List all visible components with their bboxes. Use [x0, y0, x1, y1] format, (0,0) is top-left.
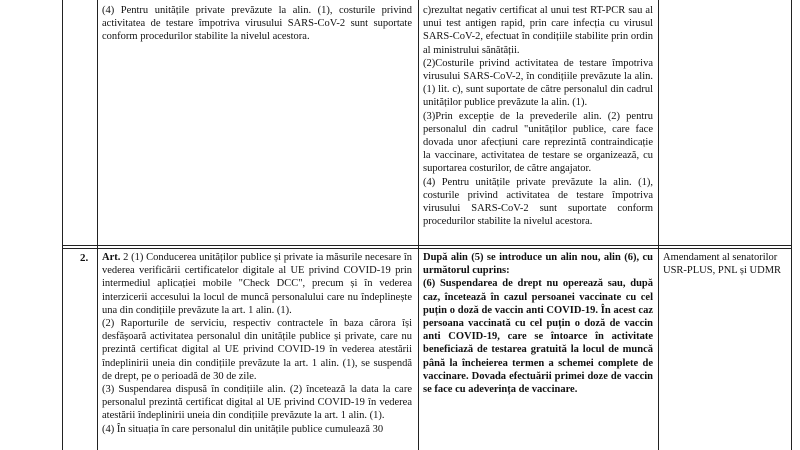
row2-amendment-body: (6) Suspendarea de drept nu operează sau, după caz, încetează în cazul persoanei vaccinate cu cel puțin o doză de vaccin anti COVID-19. În acest caz persoana vaccinată cu cel puțin o doză de vaccin anti COVID-19, care se întoarce în activitate beneficiază de testarea gratuită la locul de muncă până la încheierea termen a schemei complete de vaccinare. Dovada efectuării primei doze de vaccin se face cu adeverința de vaccinare.: [423, 278, 653, 396]
row1-proposal-para-2: (2)Costurile privind activitatea de testare împotriva virusului SARS-CoV-2, în condițiile prevăzute la alin. (1) lit. c), sunt suportate de către personalul din cadrul unităților publice prevăzute la alin. (1).: [423, 57, 653, 109]
row2-law-para-1-text: 2 (1) Conducerea unităților publice și private ia măsurile necesare în vederea verificării certificatelor digitale al UE privind COVID-19 prin intermediul aplicației mobile "Check DCC", precum și în vederea interzicerii accesului la locul de muncă personalului care nu îndeplinește una din condițiile prevăzute la art. 1 alin. (1).: [102, 252, 412, 316]
row-divider-secondary: [62, 248, 792, 249]
row2-law-para-3: (3) Suspendarea dispusă în condițiile alin. (2) încetează la data la care personalul prezintă certificat digital al UE privind COVID-19 în vederea atestării îndeplinirii uneia din condițiile prevăzute la art. 1 alin. (1).: [102, 384, 412, 422]
row1-proposal-para-4: (4) Pentru unitățile private prevăzute la alin. (1), costurile privind activitatea de testare împotriva virusului SARS-CoV-2 sunt suportate conform procedurilor stabilite la nivelul acestora.: [423, 176, 653, 228]
row2-amendment-cell: [423, 251, 653, 450]
table-border-left: [62, 0, 63, 450]
table-column-divider-3: [658, 0, 659, 450]
row1-proposal-cell: [423, 4, 653, 245]
row1-law-text-cell: [102, 4, 412, 64]
row-divider: [62, 245, 792, 246]
row2-law-text-cell: [102, 251, 412, 450]
table-border-right: [791, 0, 792, 450]
table-column-divider-1: [97, 0, 98, 450]
article-label: Art.: [102, 252, 121, 263]
row2-law-para-1: [102, 251, 412, 317]
row2-amendment-author: Amendament al senatorilor USR-PLUS, PNL și UDMR: [663, 252, 782, 277]
row2-law-para-2: (2) Raporturile de serviciu, respectiv contractele în baza cărora își desfășoară activitatea personalul din unitățile publice și private, care nu prezintă certificat digital al UE privind COVID-19 în vederea atestării îndeplinirii uneia din condițiile prevăzute la art. 1 alin. (1), se suspendă de drept, pe o perioadă de 30 de zile.: [102, 318, 412, 382]
row1-proposal-para-1: c)rezultat negativ certificat al unui test RT-PCR sau al unui test antigen rapid, prin care infecția cu virusul SARS-CoV-2, efectuat în condițiile stabilite prin ordin al ministrului sănătății.: [423, 5, 653, 56]
table-column-divider-2: [418, 0, 419, 450]
row2-author-cell: [663, 251, 787, 311]
row2-law-para-4: (4) În situația în care personalul din unitățile publice cumulează 30: [102, 423, 384, 435]
row2-number-text: 2.: [80, 252, 89, 264]
row2-amendment-intro: După alin (5) se introduce un alin nou, alin (6), cu următorul cuprins:: [423, 252, 653, 277]
row1-law-text: (4) Pentru unitățile private prevăzute la alin. (1), costurile privind activitatea de testare împotriva virusului SARS-CoV-2 sunt suportate conform procedurilor stabilite la nivelul acestora.: [102, 5, 412, 43]
row2-number: [80, 252, 96, 268]
row1-proposal-para-3: (3)Prin excepție de la prevederile alin. (2) pentru personalul din cadrul "unităților publice, care face dovada unor afecțiuni care reprezintă contraindicație la vaccinare, activitatea de testare se organizează, cu suportarea costurilor, de către angajator.: [423, 110, 653, 175]
